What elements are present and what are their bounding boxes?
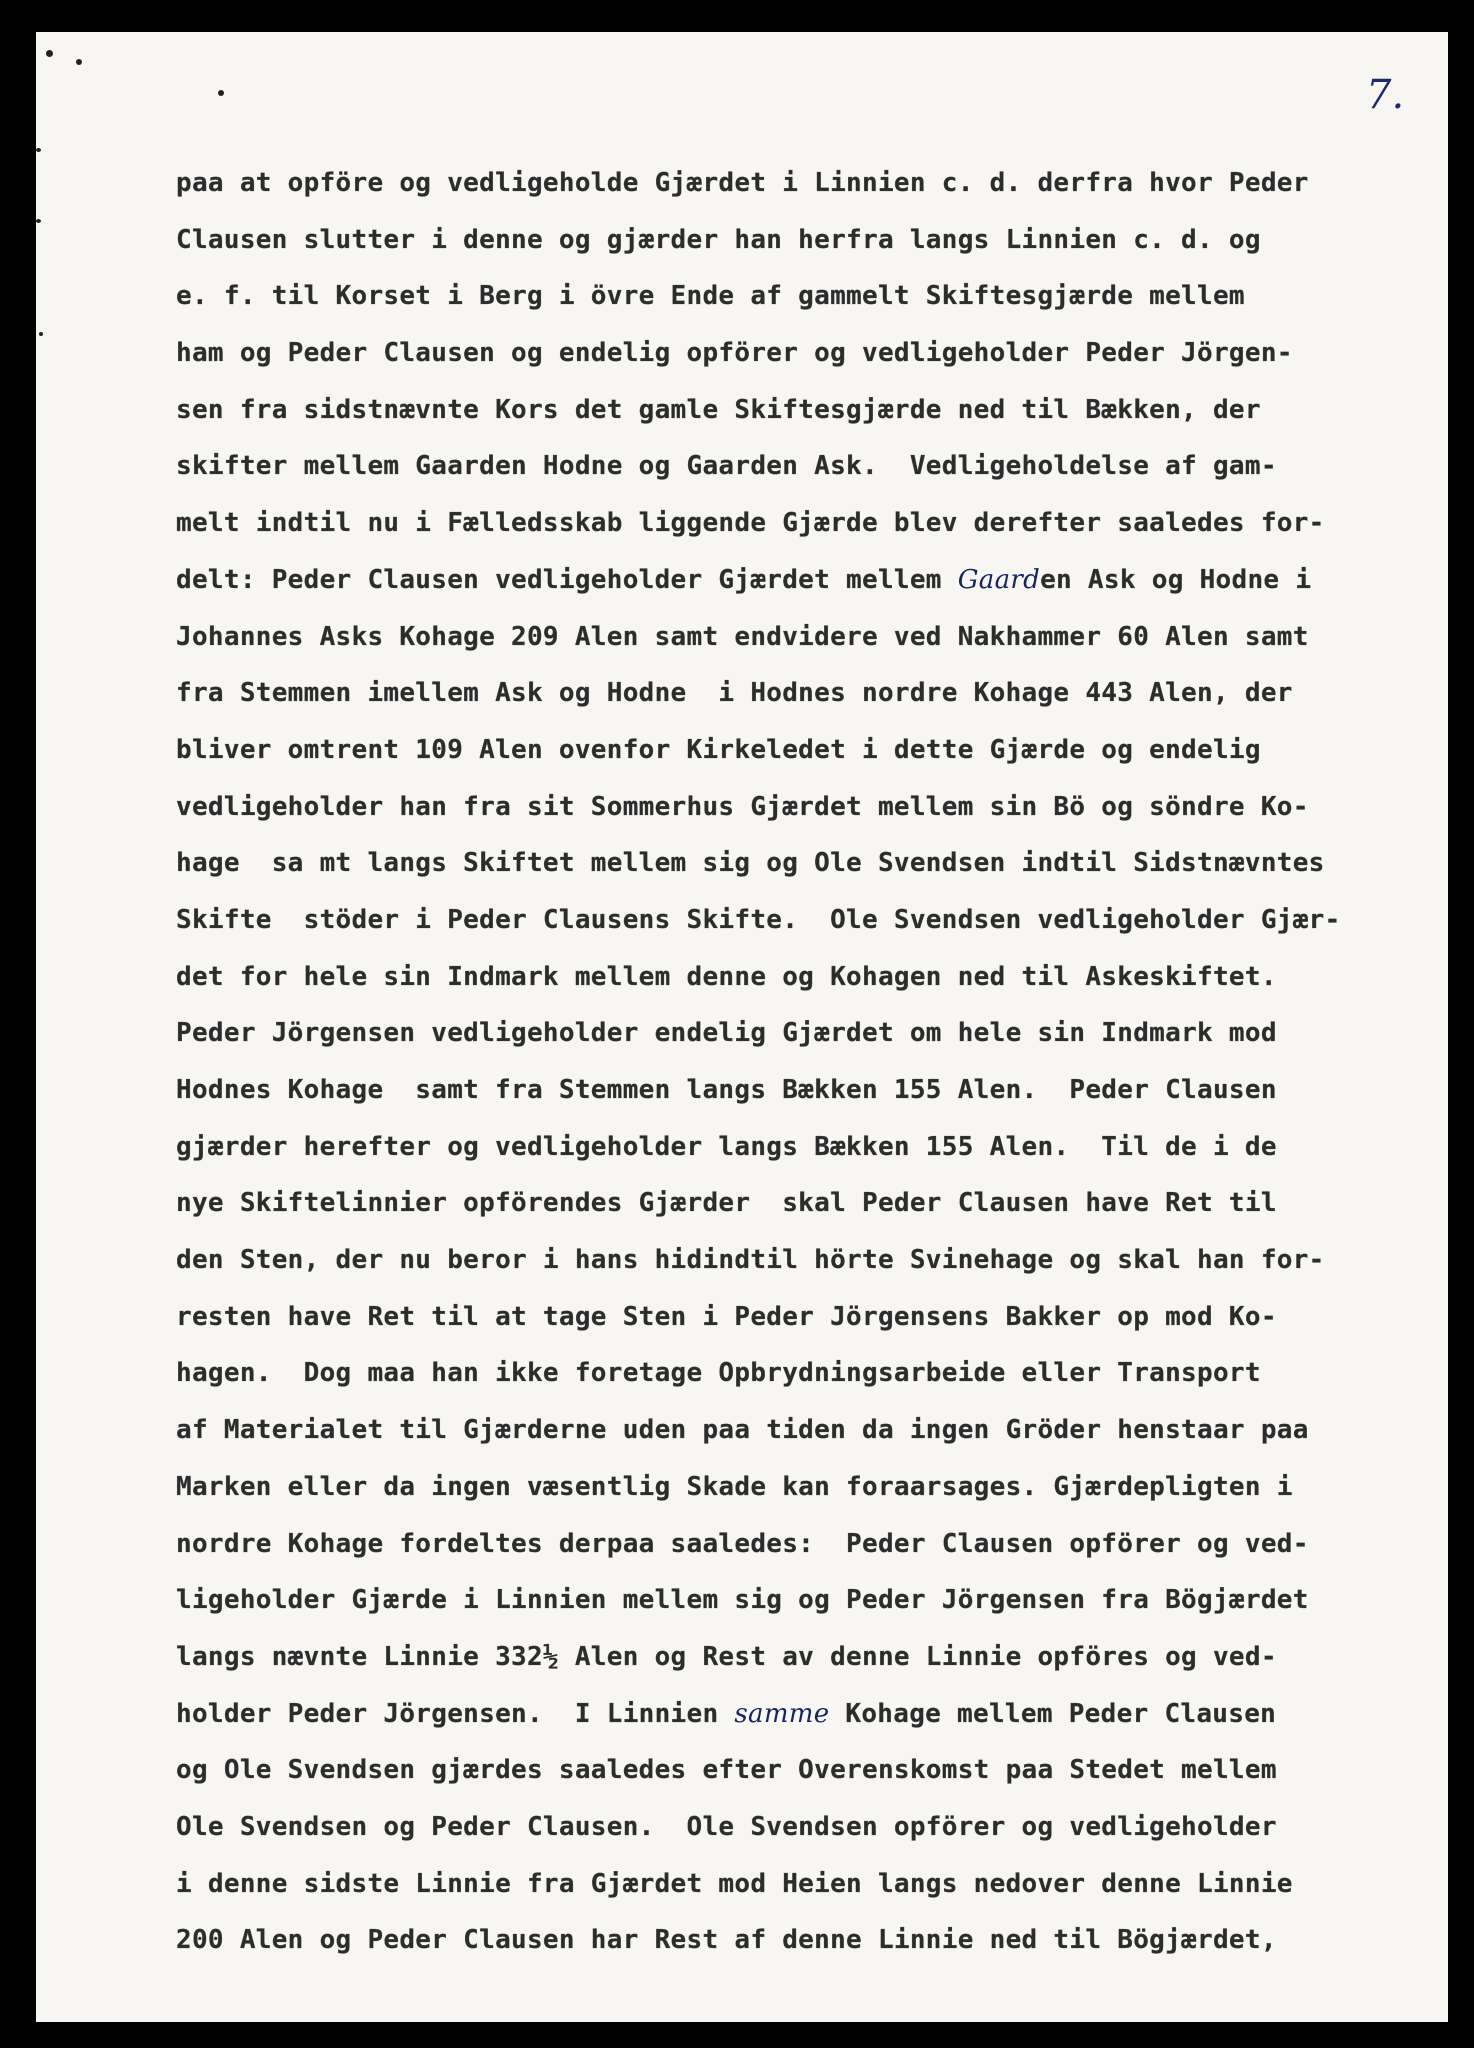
text-line: ham og Peder Clausen og endelig opförer og vedligeholder Peder Jörgen- (176, 338, 1293, 369)
text-line: paa at opföre og vedligeholde Gjærdet i Linnien c. d. derfra hvor Peder (176, 168, 1309, 198)
text-line: Hodnes Kohage samt fra Stemmen langs Bækken 155 Alen. Peder Clausen (176, 1075, 1277, 1105)
text-line: Skifte stöder i Peder Clausens Skifte. Ole Svendsen vedligeholder Gjær- (176, 904, 1341, 935)
margin-mark (218, 90, 224, 96)
margin-mark (36, 148, 41, 152)
text-line (176, 1686, 1456, 1743)
text-line: hagen. Dog maa han ikke foretage Opbrydningsarbeide eller Transport (176, 1358, 1261, 1389)
text-line: resten have Ret til at tage Sten i Peder Jörgensens Bakker op mod Ko- (176, 1301, 1277, 1332)
text-line: e. f. til Korset i Berg i övre Ende af gammelt Skiftesgjærde mellem (176, 281, 1245, 312)
text-line: bliver omtrent 109 Alen ovenfor Kirkeledet i dette Gjærde og endelig (176, 734, 1261, 765)
text-line: og Ole Svendsen gjærdes saaledes efter Overenskomst paa Stedet mellem (176, 1755, 1277, 1786)
text-segment: en Ask og Hodne i (1040, 564, 1312, 595)
typed-text-body (176, 155, 1456, 1969)
text-line: Clausen slutter i denne og gjærder han herfra langs Linnien c. d. og (176, 224, 1261, 255)
text-line: nye Skiftelinnier opförendes Gjærder skal Peder Clausen have Ret til (176, 1188, 1277, 1219)
text-line: fra Stemmen imellem Ask og Hodne i Hodnes nordre Kohage 443 Alen, der (176, 678, 1293, 709)
text-line: Ole Svendsen og Peder Clausen. Ole Svendsen opförer og vedligeholder (176, 1811, 1277, 1842)
text-line: skifter mellem Gaarden Hodne og Gaarden Ask. Vedligeholdelse af gam- (176, 451, 1277, 482)
text-line: ligeholder Gjærde i Linnien mellem sig og Peder Jörgensen fra Bögjærdet (176, 1585, 1309, 1616)
text-line: Johannes Asks Kohage 209 Alen samt endvidere ved Nakhammer 60 Alen samt (176, 621, 1309, 652)
text-line: af Materialet til Gjærderne uden paa tiden da ingen Gröder henstaar paa (176, 1415, 1309, 1446)
text-line: den Sten, der nu beror i hans hidindtil hörte Svinehage og skal han for- (176, 1245, 1325, 1276)
text-line (176, 552, 1456, 609)
margin-mark (76, 59, 82, 65)
document-page (36, 32, 1448, 2022)
text-line: vedligeholder han fra sit Sommerhus Gjærdet mellem sin Bö og söndre Ko- (176, 791, 1309, 822)
text-line: hage sa mt langs Skiftet mellem sig og Ole Svendsen indtil Sidstnævntes (176, 848, 1325, 879)
text-line: det for hele sin Indmark mellem denne og Kohagen ned til Askeskiftet. (176, 961, 1277, 992)
text-line: sen fra sidstnævnte Kors det gamle Skiftesgjærde ned til Bækken, der (176, 394, 1261, 425)
text-line: Marken eller da ingen væsentlig Skade kan foraarsages. Gjærdepligten i (176, 1471, 1293, 1502)
text-line: langs nævnte Linnie 332½ Alen og Rest av denne Linnie opföres og ved- (176, 1641, 1277, 1672)
handwritten-correction: Gaard (957, 564, 1041, 595)
text-segment: delt: Peder Clausen vedligeholder Gjærdet mellem (176, 564, 958, 595)
text-line: melt indtil nu i Fælledsskab liggende Gjærde blev derefter saaledes for- (176, 508, 1325, 539)
page-number: 7. (1366, 72, 1405, 118)
margin-mark (39, 332, 43, 336)
text-segment: holder Peder Jörgensen. I Linnien (176, 1698, 735, 1729)
handwritten-correction: samme (734, 1698, 830, 1729)
text-line: 200 Alen og Peder Clausen har Rest af denne Linnie ned til Bögjærdet, (176, 1925, 1277, 1956)
margin-mark (46, 50, 53, 57)
text-line: Peder Jörgensen vedligeholder endelig Gjærdet om hele sin Indmark mod (176, 1018, 1277, 1049)
text-line: i denne sidste Linnie fra Gjærdet mod Heien langs nedover denne Linnie (176, 1868, 1293, 1899)
text-line: nordre Kohage fordeltes derpaa saaledes: Peder Clausen opförer og ved- (176, 1528, 1309, 1559)
margin-mark (36, 219, 41, 223)
text-segment: Kohage mellem Peder Clausen (829, 1698, 1277, 1729)
text-line: gjærder herefter og vedligeholder langs Bækken 155 Alen. Til de i de (176, 1131, 1277, 1162)
